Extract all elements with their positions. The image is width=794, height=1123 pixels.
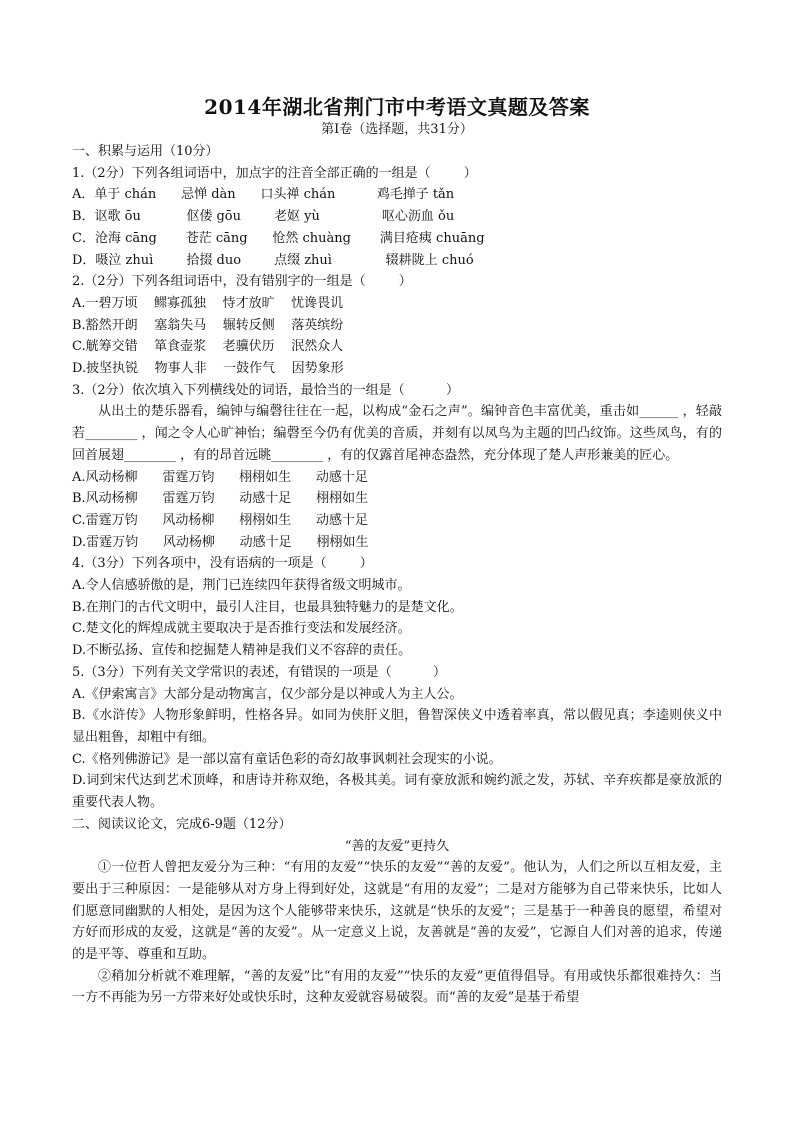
option-a: A.令人信感骄傲的是，荆门已连续四年获得省级文明城市。 (72, 578, 411, 594)
option-b: B．讴歌 ōu 伛偻 gōu 老妪 yù 呕心沥血 ǒu (72, 209, 455, 225)
option-c: C.雷霆万钧 风动杨柳 栩栩如生 动感十足 (72, 512, 368, 528)
article-title: “善的友爱”更持久 (344, 838, 450, 854)
exam-page (72, 94, 722, 1009)
question-2 (72, 271, 722, 380)
option-a: A.风动杨柳 雷霆万钧 栩栩如生 动感十足 (72, 469, 368, 485)
question-passage: 从出土的楚乐器看，编钟与编磬往往在一起，以构成“金石之声”。编钟音色丰富优美，重击如______ ，轻敲若________ ，闻之令人心旷神怡；编磬至今仍有优美的音质，并刻有以凤鸟为主题的凹凸纹饰。这些凤鸟，有的回首展翅________ ，有的昂首远眺________ ，有的仅露首尾神态盎然，充分体现了楚人声形兼美的匠心。 (72, 404, 722, 463)
question-stem: 2.（2分）下列各组词语中，没有错别字的一组是（ ） (72, 274, 412, 290)
question-stem: 1.（2分）下列各组词语中，加点字的注音全部正确的一组是（ ） (72, 165, 477, 181)
page-subtitle: 第Ⅰ卷（选择题，共31分） (321, 122, 473, 137)
option-d: D.雷霆万钧 风动杨柳 动感十足 栩栩如生 (72, 534, 369, 550)
option-b: B.在荆门的古代文明中，最引人注目，也最具独特魅力的是楚文化。 (72, 599, 463, 615)
section-heading: 二、阅读议论文，完成6-9题（12分） (72, 816, 292, 832)
question-stem: 4.（3分）下列各项中，没有语病的一项是（ ） (72, 556, 373, 572)
option-c: C．沧海 cāng 苍茫 cāng 怆然 chuàng 满目疮痍 chuāng (72, 230, 485, 246)
option-c: C.楚文化的辉煌成就主要取决于是否推行变法和发展经济。 (72, 621, 411, 637)
section-1 (72, 141, 722, 814)
option-d: D.披坚执锐 物事人非 一鼓作气 因势象形 (72, 361, 344, 377)
option-b: B.《水浒传》人物形象鲜明，性格各异。如同为侠肝义胆，鲁智深侠义中透着率真，常以假见真；李逵则侠义中显出粗鲁，却粗中有细。 (72, 708, 722, 745)
option-a: A.一碧万顷 鳏寡孤独 恃才放旷 忧谗畏讥 (72, 295, 344, 311)
question-1 (72, 163, 722, 272)
section-2 (72, 814, 722, 1009)
option-a: A.《伊索寓言》大部分是动物寓言，仅少部分是以神或人为主人公。 (72, 686, 463, 702)
page-title: 2014年湖北省荆门市中考语文真题及答案 (204, 95, 590, 119)
option-d: D.不断弘扬、宣传和挖掘楚人精神是我们义不容辞的责任。 (72, 643, 412, 659)
option-b: B.豁然开朗 塞翁失马 辗转反侧 落英缤纷 (72, 317, 344, 333)
option-a: A．单于 chán 忌惮 dàn 口头禅 chán 鸡毛掸子 tǎn (72, 187, 455, 203)
question-stem: 5.（3分）下列有关文学常识的表述，有错误的一项是（ ） (72, 664, 446, 680)
article-paragraph: ①一位哲人曾把友爱分为三种：“有用的友爱”“快乐的友爱”“善的友爱”。他认为，人们之所以互相友爱，主要出于三种原因：一是能够从对方身上得到好处，这就是“有用的友爱”；二是对方能够为自己带来快乐，比如人们愿意同幽默的人相处，是因为这个人能够带来快乐，这就是“快乐的友爱”；三是基于一种善良的愿望，希望对方好而形成的友爱，这就是“善的友爱”。从一定意义上说，友善就是“善的友爱”，它源自人们对善的追求，传递的是平等、尊重和互助。 (72, 860, 722, 963)
article-paragraph: ②稍加分析就不难理解，“善的友爱”比“有用的友爱”“快乐的友爱”更值得倡导。有用或快乐都很难持久：当一方不再能为另一方带来好处或快乐时，这种友爱就容易破裂。而“善的友爱”是基于希望 (72, 968, 722, 1006)
question-3 (72, 380, 722, 554)
question-stem: 3.（2分）依次填入下列横线处的词语，最恰当的一组是（ ） (72, 382, 459, 398)
option-d: D．嗫泣 zhuì 拾掇 duo 点缀 zhuì 辍耕陇上 chuó (72, 252, 474, 268)
question-5 (72, 662, 722, 814)
option-c: C.《格列佛游记》是一部以富有童话色彩的奇幻故事讽刺社会现实的小说。 (72, 751, 502, 767)
option-b: B.风动杨柳 雷霆万钧 动感十足 栩栩如生 (72, 491, 369, 507)
option-c: C.觥筹交错 箪食壶浆 老骥伏历 泯然众人 (72, 339, 344, 355)
section-heading: 一、积累与运用（10分） (72, 144, 219, 159)
question-4 (72, 553, 722, 662)
option-d: D.词到宋代达到艺术顶峰，和唐诗并称双绝，各极其美。词有豪放派和婉约派之发，苏轼、辛弃疾都是豪放派的重要代表人物。 (72, 773, 722, 811)
